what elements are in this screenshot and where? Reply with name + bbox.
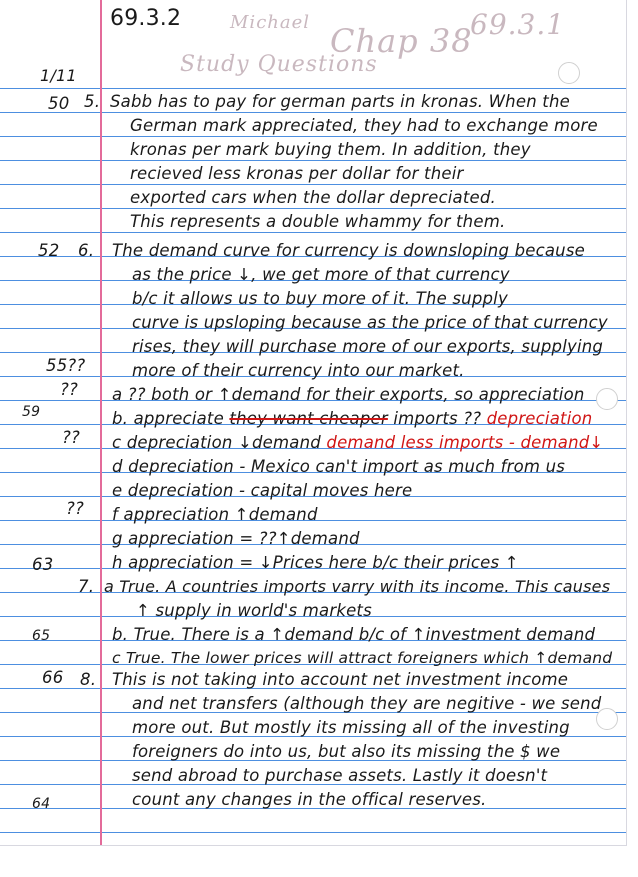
answer-line: rises, they will purchase more of our exports, supplying [132, 337, 604, 356]
bleed-name: Michael [230, 12, 311, 33]
answer-part-d: d depreciation - Mexico can't import as much from us [112, 457, 566, 476]
answer-number: 6. [78, 241, 95, 260]
struck-text: they want cheaper [229, 409, 388, 428]
ruled-line [0, 232, 626, 233]
ruled-line [0, 208, 626, 209]
answer-number: 5. [84, 92, 101, 111]
answer-part-f: f appreciation ↑demand [112, 505, 318, 524]
bleed-number: 69.3.1 [470, 8, 566, 41]
score-mark: 59 [22, 404, 41, 420]
answer-number: 7. [78, 577, 95, 596]
answer-part-g: g appreciation = ??↑demand [112, 529, 360, 548]
answer-part-h: h appreciation = ↓Prices here b/c their prices ↑ [112, 553, 519, 572]
score-mark: 64 [32, 796, 51, 812]
answer-line: kronas per mark buying them. In addition, they [130, 140, 531, 159]
answer-part-b: b. True. There is a ↑demand b/c of ↑investment demand [112, 625, 596, 644]
ruled-line [0, 88, 626, 89]
answer-part-e: e depreciation - capital moves here [112, 481, 413, 500]
answer-number: 8. [80, 670, 97, 689]
bleed-subtitle: Study Questions [180, 52, 378, 77]
answer-line: This is not taking into account net investment income [112, 670, 569, 689]
answer-line: count any changes in the offical reserves. [132, 790, 487, 809]
answer-line: b/c it allows us to buy more of it. The supply [132, 289, 508, 308]
answer-line: The demand curve for currency is downsloping because [112, 241, 585, 260]
answer-part-a: a ?? both or ↑demand for their exports, so appreciation [112, 385, 585, 404]
answer-text: b. appreciate [112, 409, 224, 428]
answer-line: as the price ↓, we get more of that currency [132, 265, 510, 284]
correction-text: demand less imports - demand↓ [326, 433, 604, 452]
binder-hole [558, 62, 580, 84]
ruled-line [0, 112, 626, 113]
answer-line: and net transfers (although they are negitive - we send [132, 694, 602, 713]
score-mark: 55?? [46, 356, 86, 375]
answer-line: curve is upsloping because as the price of that currency [132, 313, 608, 332]
answer-line: more of their currency into our market. [132, 361, 465, 380]
ruled-line [0, 832, 626, 833]
answer-part-a: a True. A countries imports varry with its income. This causes [104, 577, 611, 596]
question-mark: ?? [66, 499, 84, 518]
answer-line: German mark appreciated, they had to exchange more [130, 116, 598, 135]
page-number: 69.3.2 [110, 6, 182, 31]
correction-text: depreciation [486, 409, 593, 428]
score-mark: 63 [32, 555, 54, 574]
ruled-line [0, 184, 626, 185]
answer-line: recieved less kronas per dollar for their [130, 164, 464, 183]
answer-part-b [112, 409, 592, 428]
answer-line: Sabb has to pay for german parts in kronas. When the [110, 92, 570, 111]
ruled-line [0, 136, 626, 137]
score-mark: 65 [32, 628, 51, 644]
answer-line: more out. But mostly its missing all of the investing [132, 718, 570, 737]
score-mark: 50 [48, 94, 70, 113]
binder-hole [596, 388, 618, 410]
margin-line [100, 0, 102, 845]
bleed-chapter: Chap 38 [330, 22, 473, 60]
answer-part-c [112, 433, 603, 452]
answer-line: foreigners do into us, but also its missing the $ we [132, 742, 561, 761]
margin-mark: 1/11 [40, 66, 77, 85]
answer-part-c: c True. The lower prices will attract foreigners which ↑demand [112, 649, 613, 667]
score-mark: 66 [42, 668, 64, 687]
answer-text: c depreciation ↓demand [112, 433, 321, 452]
question-mark: ?? [60, 380, 78, 399]
answer-line: This represents a double whammy for them. [130, 212, 506, 231]
answer-line: send abroad to purchase assets. Lastly it doesn't [132, 766, 548, 785]
answer-line: ↑ supply in world's markets [136, 601, 372, 620]
answer-line: exported cars when the dollar depreciated. [130, 188, 496, 207]
answer-text: imports ?? [393, 409, 482, 428]
question-mark: ?? [62, 428, 80, 447]
score-mark: 52 [38, 241, 60, 260]
ruled-line [0, 160, 626, 161]
